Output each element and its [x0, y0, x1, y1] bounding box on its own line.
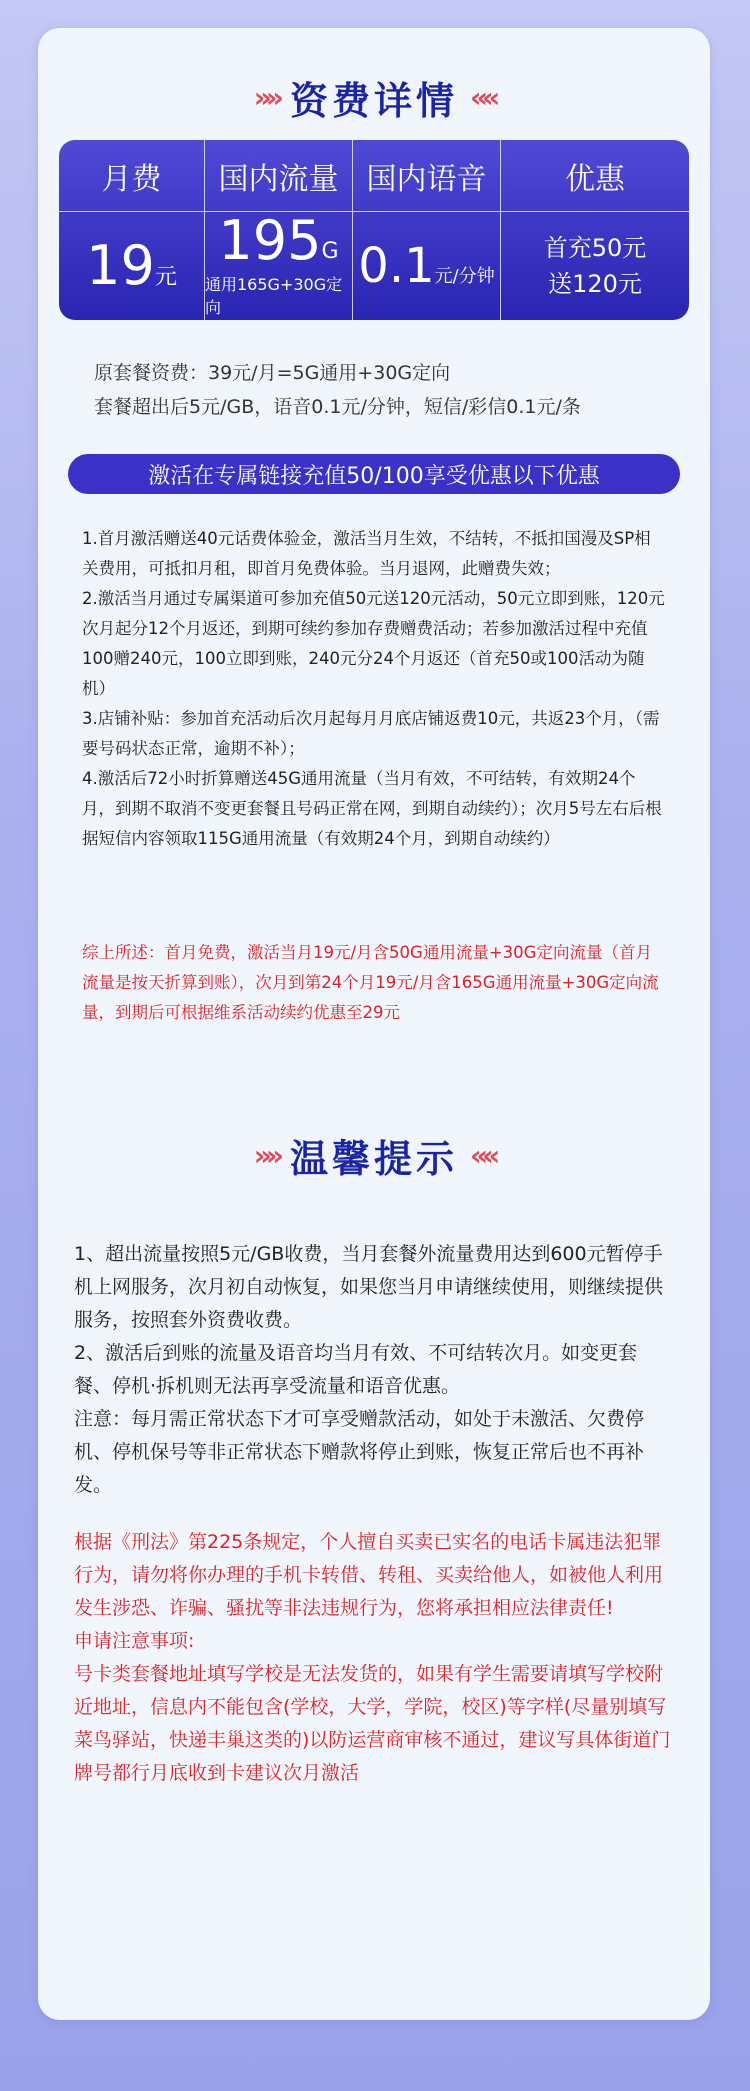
right-chevrons-icon: «« — [470, 81, 495, 114]
overage-rates-line: 套餐超出后5元/GB，语音0.1元/分钟，短信/彩信0.1元/条 — [94, 396, 581, 418]
tip-item: 1、超出流量按照5元/GB收费，当月套餐外流量费用达到600元暂停手机上网服务，次月初自动恢复，如果您当月申请继续使用，则继续提供服务，按照套外资费收费。 — [74, 1243, 664, 1331]
legal-notice — [74, 1526, 674, 1790]
content-card — [38, 28, 710, 2020]
rule-item: 2.激活当月通过专属渠道可参加充值50元送120元活动，50元立即到账，120元次月起分12个月返还，到期可续约参加存费赠费活动；若参加激活过程中充值100赠240元，100立即到账，240元分24个月返还（首充50或100活动为随机） — [82, 589, 665, 698]
data-breakdown: 通用165G+30G定向 — [205, 275, 343, 317]
rule-item: 4.激活后72小时折算赠送45G通用流量（当月有效，不可结转，有效期24个月，到期不取消不变更套餐且号码正常在网，到期自动续约）；次月5号左右后根据短信内容领取115G通用流量（有效期24个月，到期自动续约） — [82, 769, 662, 848]
header-monthly-fee: 月费 — [59, 140, 205, 212]
fee-table — [59, 140, 689, 320]
domestic-data-value — [205, 209, 353, 320]
fee-details-heading — [38, 70, 710, 125]
application-notes-heading: 申请注意事项: — [74, 1630, 195, 1652]
tip-item: 注意：每月需正常状态下才可享受赠款活动，如处于未激活、欠费停机、停机保号等非正常状态下赠款将停止到账，恢复正常后也不再补发。 — [74, 1408, 645, 1496]
address-notes: 号卡类套餐地址填写学校是无法发货的，如果有学生需要请填写学校附近地址，信息内不能包含(学校，大学，学院，校区)等字样(尽量别填写菜鸟驿站，快递丰巢这类的)以防运营商审核不通过，建议写具体街道门牌号都行月底收到卡建议次月激活 — [74, 1663, 671, 1784]
header-promotion: 优惠 — [501, 140, 689, 212]
voice-rate: 0.1 — [358, 238, 435, 294]
fee-details-title: 资费详情 — [289, 78, 458, 123]
header-domestic-data: 国内流量 — [205, 140, 353, 212]
promo-line-1: 首充50元 — [543, 234, 647, 262]
original-package-line: 原套餐资费：39元/月=5G通用+30G定向 — [94, 362, 451, 384]
offer-rules — [82, 524, 666, 854]
header-domestic-voice: 国内语音 — [353, 140, 501, 212]
monthly-fee-value — [59, 212, 205, 320]
left-chevrons-icon: »» — [253, 1139, 278, 1172]
data-amount: 195 — [218, 209, 322, 272]
tips-list — [74, 1238, 674, 1502]
legal-warning: 根据《刑法》第225条规定，个人擅自买卖已实名的电话卡属违法犯罪行为，请勿将你办理的手机卡转借、转租、买卖给他人，如被他人利用发生涉恐、诈骗、骚扰等非法违规行为，您将承担相应法律责任! — [74, 1531, 664, 1619]
rule-item: 1.首月激活赠送40元话费体验金，激活当月生效，不结转，不抵扣国漫及SP相关费用，可抵扣月租，即首月免费体验。当月退网，此赠费失效； — [82, 529, 651, 578]
data-unit: G — [321, 239, 339, 264]
tip-item: 2、激活后到账的流量及语音均当月有效、不可结转次月。如变更套餐、停机·拆机则无法再享受流量和语音优惠。 — [74, 1342, 638, 1397]
right-chevrons-icon: «« — [470, 1139, 495, 1172]
tips-heading — [38, 1128, 710, 1183]
promo-line-2: 送120元 — [548, 270, 642, 298]
promotion-value — [501, 212, 689, 320]
voice-unit: 元/分钟 — [434, 266, 495, 287]
rule-item: 3.店铺补贴：参加首充活动后次月起每月月底店铺返费10元，共返23个月，（需要号码状态正常，逾期不补）； — [82, 709, 660, 758]
domestic-voice-value — [353, 212, 501, 320]
package-info — [94, 356, 674, 424]
tips-title: 温馨提示 — [289, 1136, 458, 1181]
monthly-fee-number: 19 — [86, 234, 155, 297]
activation-banner: 激活在专属链接充值50/100享受优惠以下优惠 — [68, 454, 680, 494]
summary-text: 综上所述：首月免费，激活当月19元/月含50G通用流量+30G定向流量（首月流量是按天折算到账），次月到第24个月19元/月含165G通用流量+30G定向流量，到期后可根据维系活动续约优惠至29元 — [82, 943, 659, 1022]
monthly-fee-unit: 元 — [154, 264, 177, 290]
left-chevrons-icon: »» — [253, 81, 278, 114]
